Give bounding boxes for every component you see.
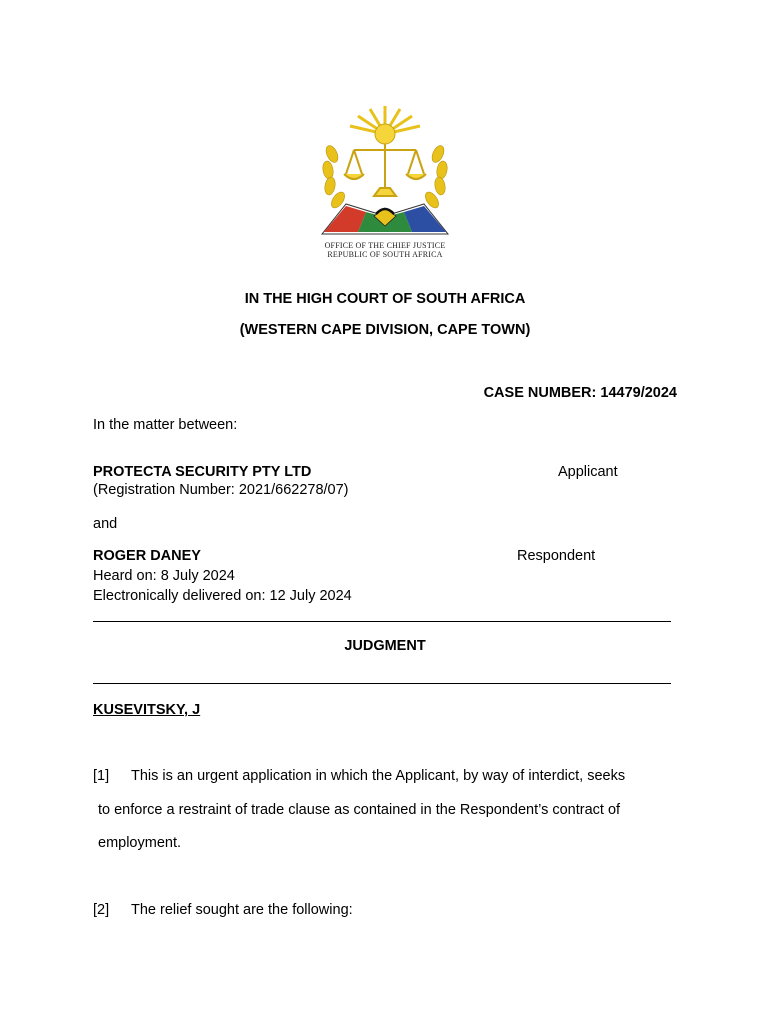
- matter-between-label: In the matter between:: [93, 417, 238, 433]
- judge-name: KUSEVITSKY, J: [93, 702, 201, 718]
- and-text: and: [93, 516, 118, 532]
- judgment-heading: JUDGMENT: [344, 638, 426, 654]
- applicant-registration: (Registration Number: 2021/662278/07): [93, 482, 349, 498]
- court-crest-logo: [318, 104, 452, 236]
- respondent-role: Respondent: [517, 548, 596, 564]
- paragraph-1-number: [1]: [93, 768, 110, 784]
- paragraph-1-line3: employment.: [98, 835, 182, 851]
- case-number: CASE NUMBER: 14479/2024: [483, 385, 677, 401]
- scales-of-justice: [344, 144, 426, 196]
- heard-on-date: Heard on: 8 July 2024: [93, 568, 235, 584]
- paragraph-2-number: [2]: [93, 902, 110, 918]
- court-title: IN THE HIGH COURT OF SOUTH AFRICA: [244, 291, 526, 307]
- court-division: (WESTERN CAPE DIVISION, CAPE TOWN): [239, 322, 531, 338]
- applicant-role: Applicant: [558, 464, 618, 480]
- respondent-name: ROGER DANEY: [93, 548, 201, 564]
- applicant-name: PROTECTA SECURITY PTY LTD: [93, 464, 312, 480]
- paragraph-1-line1: This is an urgent application in which the Applicant, by way of interdict, seeks: [131, 768, 626, 784]
- paragraph-2-line1: The relief sought are the following:: [131, 902, 353, 918]
- divider-top: [93, 621, 671, 622]
- crest-base: [322, 204, 448, 234]
- paragraph-1-line2: to enforce a restraint of trade clause as contained in the Respondent’s contract of: [98, 802, 621, 818]
- seal-caption-line2: REPUBLIC OF SOUTH AFRICA: [327, 250, 443, 259]
- divider-bottom: [93, 683, 671, 684]
- seal-caption-line1: OFFICE OF THE CHIEF JUSTICE: [324, 241, 446, 250]
- delivered-on-date: Electronically delivered on: 12 July 2024: [93, 588, 352, 604]
